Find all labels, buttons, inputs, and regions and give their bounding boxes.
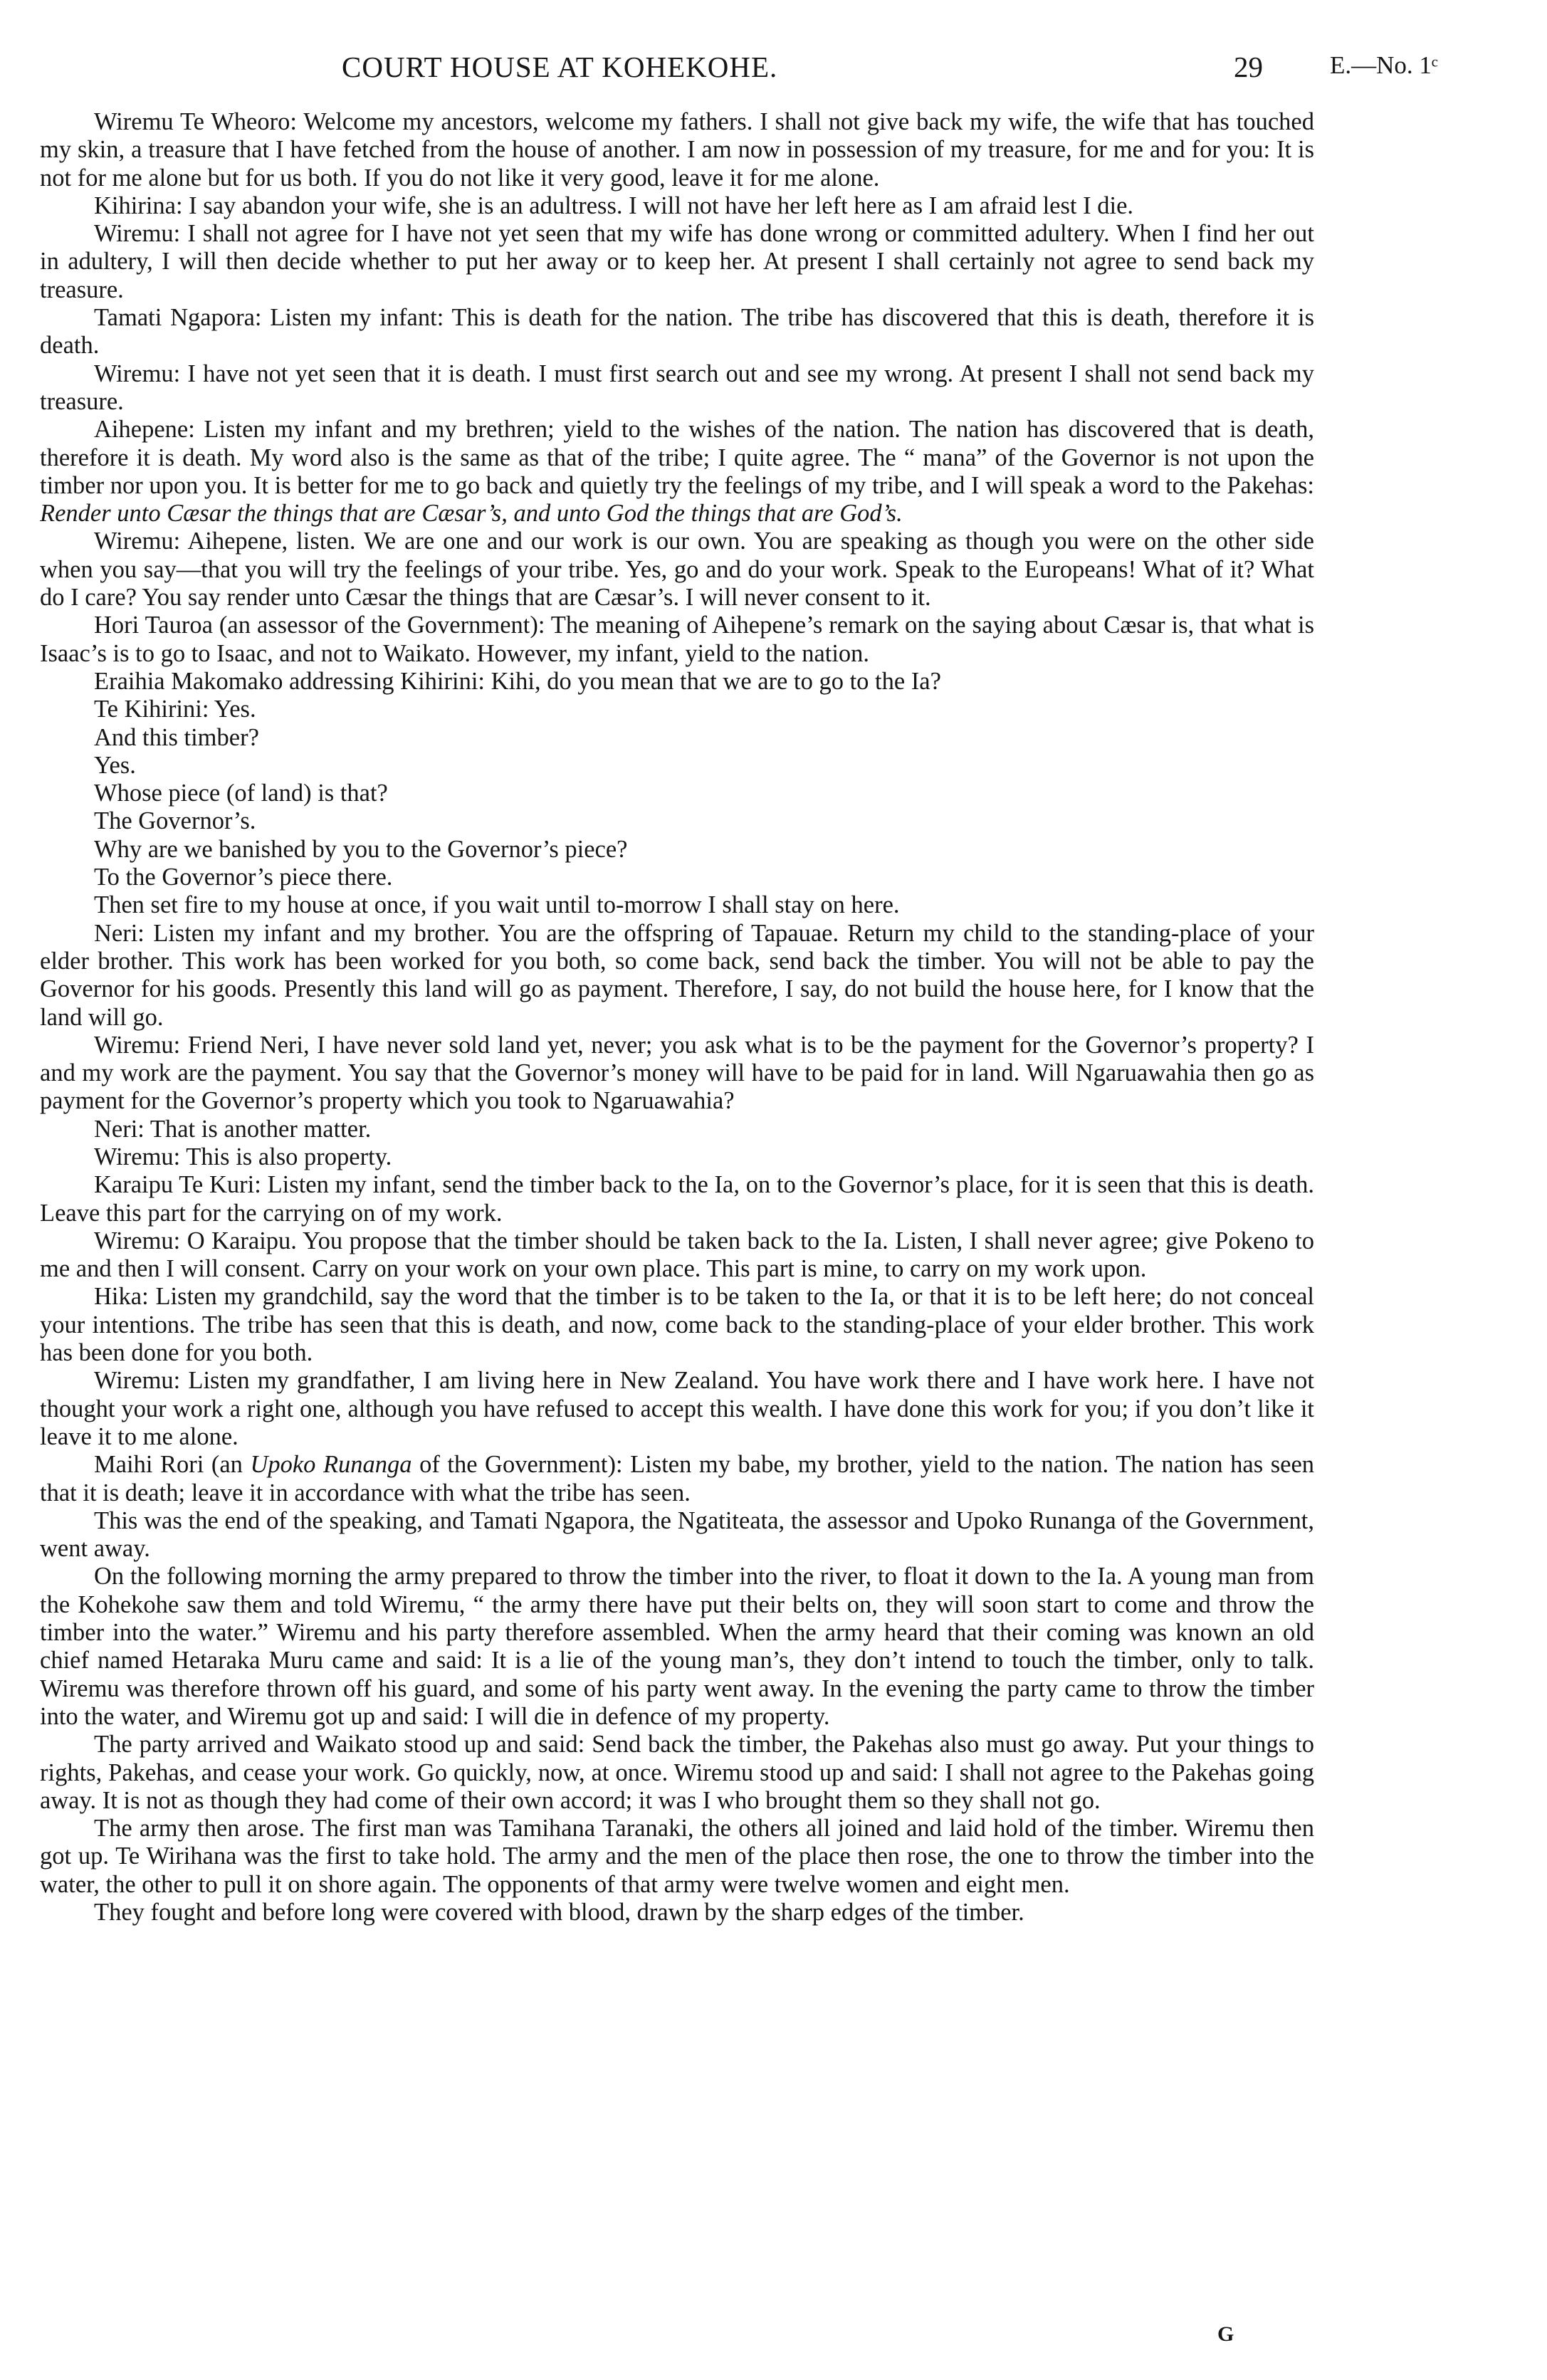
paragraph [40,220,1314,304]
paragraph-text: On the following morning the army prepared to throw the timber into the river, to float it down to the Ia. A young man from the Kohekohe saw them and told Wiremu, “ the army there have put their belts on, they will soon start to come and throw the timber into the water.” Wiremu and his party therefore assembled. When the army heard that their coming was known an old chief named Hetaraka Muru came and said: It is a lie of the young man’s, they don’t intend to touch the timber, only to talk. Wiremu was therefore thrown off his guard, and some of his party went away. In the evening the party came to throw the timber into the water, and Wiremu got up and said: I will die in defence of my property. [40,1563,1314,1730]
paragraph-text: Kihirina: I say abandon your wife, she is an adultress. I will not have her left here as I am afraid lest I die. [94,192,1134,219]
paragraph [40,1507,1314,1563]
paragraph [40,1283,1314,1367]
paragraph-text: To the Governor’s piece there. [94,864,393,891]
paragraph [40,668,1314,696]
paragraph [40,724,1314,752]
paragraph [40,1143,1314,1171]
paragraph [40,612,1314,668]
paragraph-text: Hika: Listen my grandchild, say the word that the timber is to be taken to the Ia, or that it is to be left here; do not conceal your intentions. The tribe has seen that this is death, and now, come back to the standing-place of your elder brother. This work has been done for you both. [40,1283,1314,1367]
paragraph-text: Karaipu Te Kuri: Listen my infant, send the timber back to the Ia, on to the Governor’s place, for it is seen that this is death. Leave this part for the carrying on of my work. [40,1171,1314,1227]
paragraph [40,920,1314,1032]
paragraph-text: Whose piece (of land) is that? [94,780,388,807]
paragraph-text: Wiremu: This is also property. [94,1143,392,1170]
paragraph [40,752,1314,780]
page-header [0,50,1547,93]
paragraph [40,1227,1314,1284]
paragraph-text: They fought and before long were covered with blood, drawn by the sharp edges of the timber. [94,1899,1024,1926]
paragraph-text: Wiremu: O Karaipu. You propose that the timber should be taken back to the Ia. Listen, I shall never agree; give Pokeno to me and then I will consent. Carry on your work on your own place. This part is mine, to carry on my work upon. [40,1227,1314,1283]
paragraph-text: Maihi Rori (an [94,1451,243,1479]
paragraph-text: The party arrived and Waikato stood up and said: Send back the timber, the Pakehas also must go away. Put your things to rights, Pakehas, and cease your work. Go quickly, now, at once. Wiremu stood up and said: I shall not agree to the Pakehas going away. It is not as though they had come of their own accord; it was I who brought them so they shall not go. [40,1731,1314,1814]
paragraph [40,192,1314,220]
paragraph-text: Why are we banished by you to the Governor’s piece? [94,835,628,863]
body-text [40,108,1314,1926]
paragraph-text: Neri: That is another matter. [94,1115,372,1143]
paragraph [40,304,1314,360]
paragraph [40,807,1314,835]
paragraph [40,1451,1314,1507]
paragraph [40,1815,1314,1899]
paragraph [40,416,1314,528]
paragraph-text: Wiremu: Friend Neri, I have never sold land yet, never; you ask what is to be the payment for the Governor’s property? I and my work are the payment. You say that the Governor’s money will have to be paid for in land. Will Ngaruawahia then go as payment for the Governor’s property which you took to Ngaruawahia? [40,1031,1314,1115]
paragraph [40,108,1314,192]
paragraph [40,1171,1314,1227]
paragraph [40,1731,1314,1815]
paragraph [40,864,1314,891]
paragraph-text-after: of the Government): Listen my babe, my brother, yield to the nation. The nation has seen that it is death; leave it in accordance with what the tribe has seen. [40,1451,1315,1506]
paragraph [40,891,1314,919]
paragraph [40,1899,1314,1926]
paragraph [40,1563,1314,1731]
paragraph [40,1116,1314,1143]
paragraph [40,1032,1314,1116]
paragraph [40,528,1314,612]
paragraph [40,780,1314,807]
italic-phrase: Upoko Runanga [250,1451,412,1479]
paragraph-text: Then set fire to my house at once, if you wait until to-morrow I shall stay on here. [94,891,900,919]
paragraph-text: Wiremu: I have not yet seen that it is death. I must first search out and see my wrong. At present I shall not send back my treasure. [40,360,1314,415]
paragraph-text: Yes. [94,751,136,779]
paragraph-text: The Governor’s. [94,807,256,835]
paragraph-text: The army then arose. The first man was Tamihana Taranaki, the others all joined and laid hold of the timber. Wiremu then got up. Te Wirihana was the first to take hold. The army and the men of the place then rose, the one to throw the timber into the water, the other to pull it on shore again. The opponents of that army were twelve women and eight men. [40,1815,1314,1898]
paragraph-text: This was the end of the speaking, and Tamati Ngapora, the Ngatiteata, the assessor and Upoko Runanga of the Government, went away. [40,1506,1314,1563]
paragraph-text: Tamati Ngapora: Listen my infant: This is death for the nation. The tribe has discovered that this is death, therefore it is death. [40,304,1314,360]
paragraph-text: Neri: Listen my infant and my brother. You are the offspring of Tapauae. Return my child to the standing-place of your elder brother. This work has been worked for you both, so come back, send back the timber. You will not be able to pay the Governor for his goods. Presently this land will go as payment. Therefore, I say, do not build the house here, for I know that the land will go. [40,919,1314,1031]
paragraph-text: Te Kihirini: Yes. [94,696,256,723]
paragraph [40,836,1314,864]
paragraph [40,696,1314,723]
paragraph-text: Wiremu: Listen my grandfather, I am living here in New Zealand. You have work there and I have work here. I have not thought your work a right one, although you have refused to accept this wealth. I have done this work for you; if you don’t like it leave it to me alone. [40,1367,1314,1450]
page-number: 29 [1234,51,1263,83]
italic-phrase: Render unto Cæsar the things that are Cæsar’s, and unto God the things that are God’s. [40,500,903,528]
paragraph [40,360,1314,416]
paper-reference: E.—No. 1ᶜ [1330,51,1438,79]
signature-mark: G [1217,2322,1234,2346]
paragraph-text: And this timber? [94,723,259,751]
paragraph-text: Wiremu Te Wheoro: Welcome my ancestors, welcome my fathers. I shall not give back my wife, the wife that has touched my skin, a treasure that I have fetched from the house of another. I am now in possession of my treasure, for me and for you: It is not for me alone but for us both. If you do not like it very good, leave it for me alone. [40,108,1314,192]
paragraph-text: Hori Tauroa (an assessor of the Government): The meaning of Aihepene’s remark on the saying about Cæsar is, that what is Isaac’s is to go to Isaac, and not to Waikato. However, my infant, yield to the nation. [40,612,1314,667]
paragraph-text: Wiremu: Aihepene, listen. We are one and our work is our own. You are speaking as though you were on the other side when you say—that you will try the feelings of your tribe. Yes, go and do your work. Speak to the Europeans! What of it? What do I care? You say render unto Cæsar the things that are Cæsar’s. I will never consent to it. [40,528,1314,612]
paragraph-text: Wiremu: I shall not agree for I have not yet seen that my wife has done wrong or committed adultery. When I find her out in adultery, I will then decide whether to put her away or to keep her. At present I shall certainly not agree to send back my treasure. [40,220,1314,303]
running-title: COURT HOUSE AT KOHEKOHE. [342,51,778,83]
paragraph-text: Aihepene: Listen my infant and my brethren; yield to the wishes of the nation. The nation has discovered that is death, therefore it is death. My word also is the same as that of the tribe; I quite agree. The “ mana” of the Governor is not upon the timber nor upon you. It is better for me to go back and quietly try the feelings of my tribe, and I will speak a word to the Pakehas: [40,416,1314,499]
paragraph [40,1367,1314,1451]
paragraph-text: Eraihia Makomako addressing Kihirini: Kihi, do you mean that we are to go to the Ia? [94,667,941,695]
